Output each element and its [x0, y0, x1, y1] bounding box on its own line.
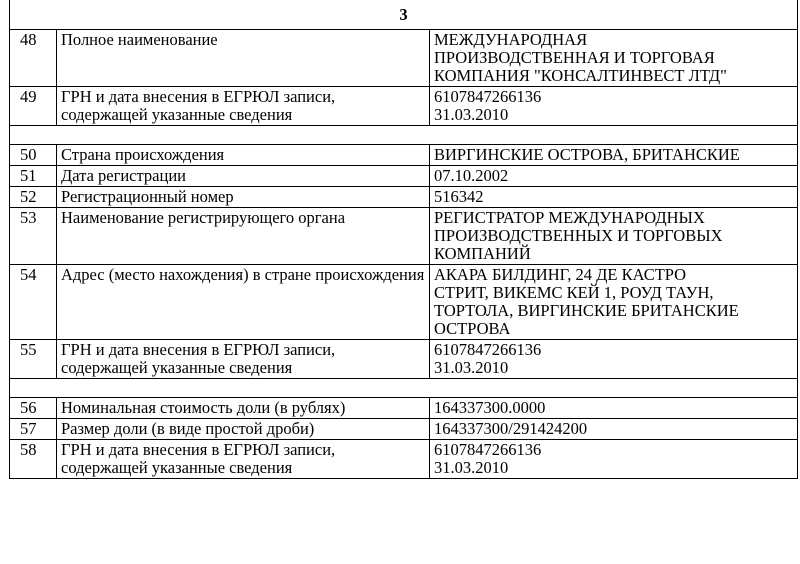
table-row: [10, 145, 798, 166]
table-row: [10, 208, 798, 265]
field-value-line: КОМПАНИЯ "КОНСАЛТИНВЕСТ ЛТД": [434, 66, 727, 85]
field-value-line: 6107847266136: [434, 440, 542, 459]
field-value-line: СТРИТ, ВИКЕМС КЕЙ 1, РОУД ТАУН,: [434, 283, 714, 302]
field-label: Номинальная стоимость доли (в рублях): [57, 398, 430, 419]
field-value: [430, 166, 798, 187]
row-number: 54: [10, 265, 57, 340]
field-value-line: 6107847266136: [434, 340, 542, 359]
table-row: [10, 166, 798, 187]
row-number: 57: [10, 419, 57, 440]
row-number: 49: [10, 87, 57, 126]
field-label: ГРН и дата внесения в ЕГРЮЛ записи, содержащей указанные сведения: [57, 440, 430, 479]
table-row: [10, 398, 798, 419]
field-value: [430, 398, 798, 419]
table-row: [10, 419, 798, 440]
field-value-line: 07.10.2002: [434, 166, 509, 185]
field-value: [430, 30, 798, 87]
field-value: [430, 440, 798, 479]
field-value-line: МЕЖДУНАРОДНАЯ: [434, 30, 588, 49]
table-row: [10, 340, 798, 379]
spacer-cell: [10, 126, 798, 145]
field-value: [430, 419, 798, 440]
field-value-line: 516342: [434, 187, 484, 206]
field-label: Страна происхождения: [57, 145, 430, 166]
field-value-line: 31.03.2010: [434, 458, 509, 477]
field-label: ГРН и дата внесения в ЕГРЮЛ записи, содержащей указанные сведения: [57, 87, 430, 126]
field-value: [430, 208, 798, 265]
field-label: Регистрационный номер: [57, 187, 430, 208]
field-value: [430, 265, 798, 340]
field-value-line: АКАРА БИЛДИНГ, 24 ДЕ КАСТРО: [434, 265, 687, 284]
spacer-row: [10, 126, 798, 145]
field-value: [430, 340, 798, 379]
row-number: 53: [10, 208, 57, 265]
field-label: Адрес (место нахождения) в стране происхождения: [57, 265, 430, 340]
table-row: [10, 187, 798, 208]
field-value-line: ОСТРОВА: [434, 319, 511, 338]
field-value-line: ПРОИЗВОДСТВЕННАЯ И ТОРГОВАЯ: [434, 48, 715, 67]
field-value: [430, 87, 798, 126]
row-number: 51: [10, 166, 57, 187]
table-row: [10, 30, 798, 87]
table-row: [10, 440, 798, 479]
field-value-line: ПРОИЗВОДСТВЕННЫХ И ТОРГОВЫХ: [434, 226, 723, 245]
field-value-line: РЕГИСТРАТОР МЕЖДУНАРОДНЫХ: [434, 208, 705, 227]
field-value-line: КОМПАНИЙ: [434, 244, 531, 263]
field-value-line: 6107847266136: [434, 87, 542, 106]
field-label: Наименование регистрирующего органа: [57, 208, 430, 265]
spacer-cell: [10, 379, 798, 398]
row-number: 56: [10, 398, 57, 419]
egrul-table-body: [10, 0, 798, 479]
field-value-line: 31.03.2010: [434, 358, 509, 377]
row-number: 52: [10, 187, 57, 208]
field-value-line: 31.03.2010: [434, 105, 509, 124]
spacer-row: [10, 379, 798, 398]
field-value-line: ТОРТОЛА, ВИРГИНСКИЕ БРИТАНСКИЕ: [434, 301, 739, 320]
table-row: [10, 265, 798, 340]
field-value-line: ВИРГИНСКИЕ ОСТРОВА, БРИТАНСКИЕ: [434, 145, 740, 164]
section-header-row: [10, 0, 798, 30]
field-value: [430, 145, 798, 166]
egrul-table: [9, 0, 798, 479]
section-number: 3: [10, 0, 798, 30]
table-row: [10, 87, 798, 126]
field-label: Полное наименование: [57, 30, 430, 87]
field-value-line: 164337300.0000: [434, 398, 546, 417]
field-value: [430, 187, 798, 208]
row-number: 58: [10, 440, 57, 479]
row-number: 48: [10, 30, 57, 87]
row-number: 55: [10, 340, 57, 379]
field-label: ГРН и дата внесения в ЕГРЮЛ записи, содержащей указанные сведения: [57, 340, 430, 379]
row-number: 50: [10, 145, 57, 166]
field-label: Дата регистрации: [57, 166, 430, 187]
field-value-line: 164337300/291424200: [434, 419, 588, 438]
field-label: Размер доли (в виде простой дроби): [57, 419, 430, 440]
